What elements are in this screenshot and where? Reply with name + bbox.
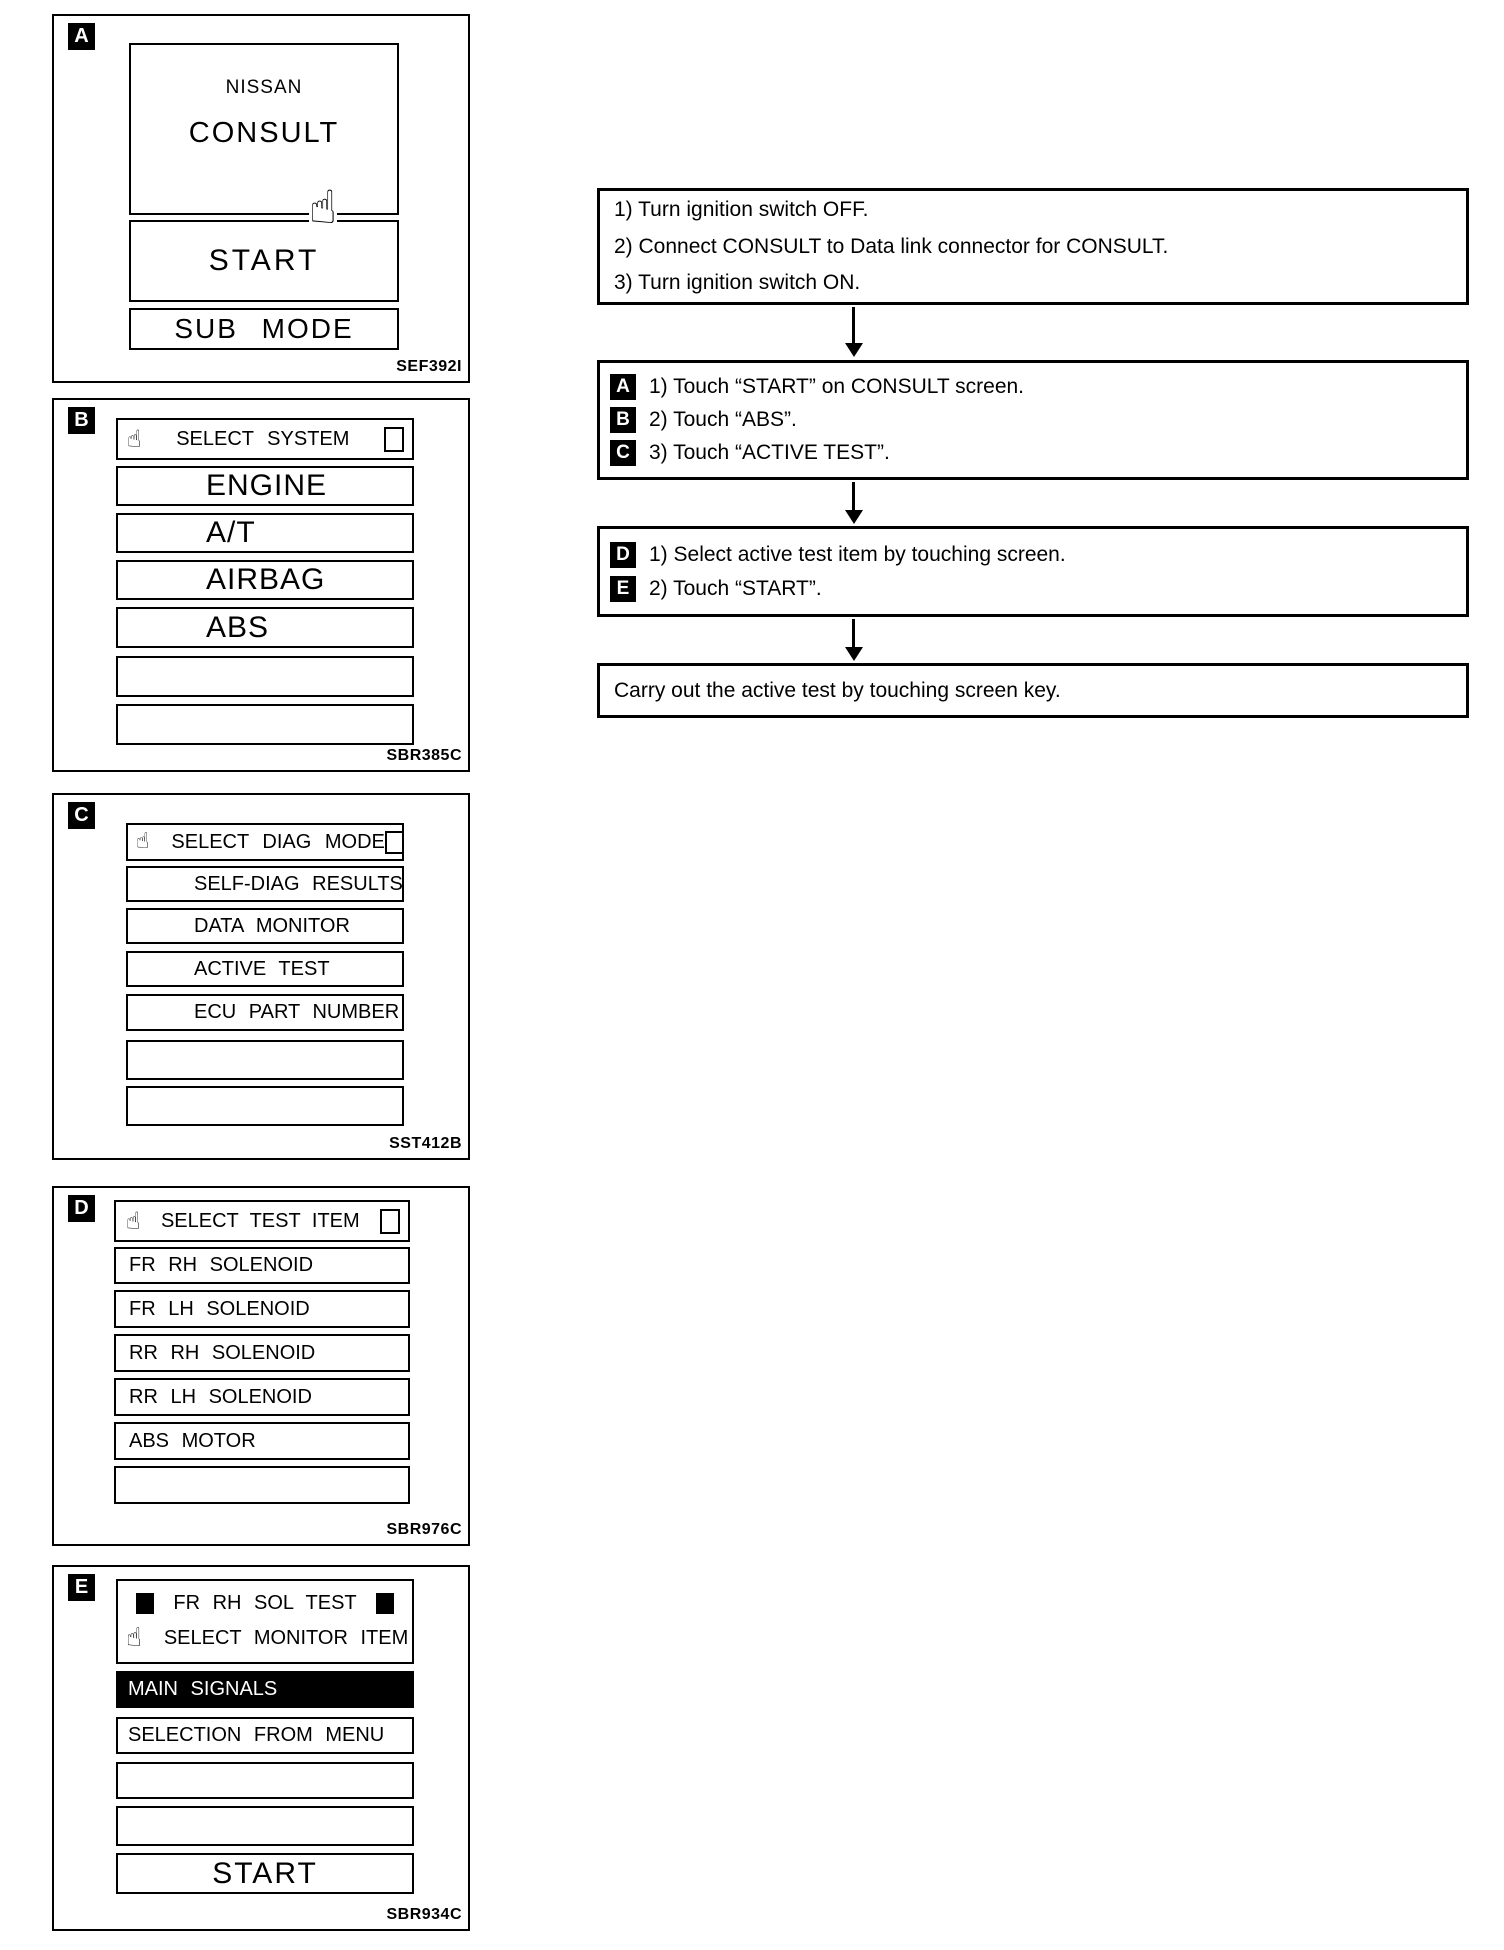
monitor-item-button-empty[interactable] <box>116 1762 414 1799</box>
flow-step-connect-line-1: 1) Turn ignition switch OFF. <box>614 198 869 222</box>
test-item-button-rr-lh[interactable] <box>114 1378 410 1416</box>
flow-step-row <box>610 374 1466 400</box>
figure-code-a: SEF392I <box>396 358 462 375</box>
flow-step-row <box>610 542 1466 568</box>
flow-step-text: 3) Touch “ACTIVE TEST”. <box>649 441 890 464</box>
flow-step-select-test <box>597 526 1469 617</box>
hand-pointer-icon: ☝ <box>127 425 142 453</box>
diag-mode-button-label: ECU PART NUMBER <box>194 1001 400 1023</box>
select-system-title-bar <box>116 418 414 460</box>
test-item-button-label: RR LH SOLENOID <box>129 1385 312 1408</box>
start-button-label: START <box>208 244 320 277</box>
system-button-empty[interactable] <box>116 704 414 745</box>
diag-mode-button-ecu-part-number[interactable] <box>126 994 404 1031</box>
flow-step-text: 2) Touch “ABS”. <box>649 408 797 431</box>
flow-step-text: 2) Touch “START”. <box>649 576 822 600</box>
panel-b-ref-label: B <box>68 407 95 434</box>
system-button-abs[interactable] <box>116 607 414 648</box>
system-button-empty[interactable] <box>116 656 414 697</box>
system-button-airbag[interactable] <box>116 560 414 600</box>
diag-mode-button-active-test[interactable] <box>126 951 404 987</box>
system-button-label: ENGINE <box>206 469 328 502</box>
panel-ref-badge-a: A <box>610 374 636 400</box>
diag-mode-button-empty[interactable] <box>126 1086 404 1126</box>
flow-step-row <box>610 440 1466 466</box>
black-square-icon <box>136 1593 154 1614</box>
panel-d-ref-label: D <box>68 1195 95 1222</box>
test-item-button-empty[interactable] <box>114 1466 410 1504</box>
monitor-item-button-empty[interactable] <box>116 1806 414 1846</box>
flow-arrow-down <box>852 482 855 511</box>
flow-step-carry-out <box>597 663 1469 718</box>
test-item-button-fr-rh[interactable] <box>114 1247 410 1284</box>
monitor-item-button-main-signals[interactable] <box>116 1671 414 1708</box>
figure-code-b: SBR385C <box>386 747 462 764</box>
start-test-button[interactable] <box>116 1853 414 1894</box>
panel-ref-badge-c: C <box>610 440 636 466</box>
figure-code-d: SBR976C <box>386 1521 462 1538</box>
consult-logo-screen <box>129 43 399 215</box>
system-button-engine[interactable] <box>116 466 414 506</box>
flow-step-carry-out-text: Carry out the active test by touching screen key. <box>614 678 1061 702</box>
hand-pointer-icon: ☝ <box>136 829 150 854</box>
select-test-item-title-bar <box>114 1200 410 1242</box>
figure-code-c: SST412B <box>389 1135 462 1152</box>
test-item-button-label: ABS MOTOR <box>129 1429 256 1452</box>
page-icon <box>385 831 404 854</box>
test-item-button-label: FR RH SOLENOID <box>129 1254 314 1276</box>
select-monitor-item-title: SELECT MONITOR ITEM <box>163 1626 409 1649</box>
hand-pointer-icon: ☝ <box>309 180 338 234</box>
flow-step-text: 1) Select active test item by touching screen. <box>649 542 1066 566</box>
test-item-button-abs-motor[interactable] <box>114 1422 410 1460</box>
panel-c-ref-label: C <box>68 802 95 829</box>
diag-mode-button-label: DATA MONITOR <box>194 914 350 937</box>
start-test-button-label: START <box>212 1856 318 1890</box>
panel-a <box>52 14 470 383</box>
test-item-button-rr-rh[interactable] <box>114 1334 410 1372</box>
monitor-item-button-label: MAIN SIGNALS <box>128 1678 278 1700</box>
sub-mode-button[interactable] <box>129 308 399 350</box>
nissan-brand-text: NISSAN <box>225 77 303 98</box>
sub-mode-button-label: SUB MODE <box>174 313 354 344</box>
diag-mode-button-label: ACTIVE TEST <box>194 957 330 980</box>
flow-arrow-down <box>852 307 855 344</box>
panel-ref-badge-d: D <box>610 542 636 568</box>
flow-step-row <box>610 407 1466 433</box>
system-button-at[interactable] <box>116 513 414 553</box>
flow-step-connect-line-2: 2) Connect CONSULT to Data link connector for CONSULT. <box>614 234 1169 258</box>
panel-ref-badge-b: B <box>610 407 636 433</box>
flow-step-connect <box>597 188 1469 305</box>
flow-step-text: 1) Touch “START” on CONSULT screen. <box>649 375 1025 398</box>
panel-e <box>52 1565 470 1931</box>
hand-pointer-icon: ☝ <box>126 1623 142 1653</box>
flow-step-row <box>610 576 1466 602</box>
flow-arrow-down <box>852 619 855 648</box>
select-system-title: SELECT SYSTEM <box>176 427 350 450</box>
page-icon <box>380 1209 400 1234</box>
system-button-label: ABS <box>206 610 270 644</box>
diag-mode-button-label: SELF-DIAG RESULTS <box>194 872 403 895</box>
panel-c <box>52 793 470 1160</box>
panel-b <box>52 398 470 772</box>
panel-a-ref-label: A <box>68 23 95 50</box>
hand-pointer-icon: ☝ <box>126 1207 141 1235</box>
panel-d <box>52 1186 470 1546</box>
black-square-icon <box>376 1593 394 1614</box>
flow-step-select-mode <box>597 360 1469 480</box>
flow-step-connect-line-3: 3) Turn ignition switch ON. <box>614 271 861 295</box>
panel-ref-badge-e: E <box>610 576 636 602</box>
diag-mode-button-self-diag[interactable] <box>126 866 404 902</box>
select-test-item-title: SELECT TEST ITEM <box>160 1209 360 1232</box>
diag-mode-button-empty[interactable] <box>126 1040 404 1080</box>
system-button-label: AIRBAG <box>206 563 326 596</box>
page-icon <box>384 427 404 452</box>
select-diag-mode-title-bar <box>126 823 404 861</box>
test-item-button-label: RR RH SOLENOID <box>129 1341 316 1364</box>
monitor-item-button-selection-from-menu[interactable] <box>116 1717 414 1754</box>
test-item-button-label: FR LH SOLENOID <box>129 1297 310 1320</box>
test-item-button-fr-lh[interactable] <box>114 1290 410 1328</box>
select-diag-mode-title: SELECT DIAG MODE <box>171 830 385 853</box>
panel-e-ref-label: E <box>68 1574 95 1601</box>
test-title: FR RH SOL TEST <box>173 1592 357 1614</box>
monitor-item-header <box>116 1579 414 1664</box>
monitor-item-button-label: SELECTION FROM MENU <box>128 1724 385 1746</box>
figure-code-e: SBR934C <box>386 1906 462 1923</box>
system-button-label: A/T <box>206 516 256 549</box>
consult-title-text: CONSULT <box>188 117 340 149</box>
start-button[interactable] <box>129 220 399 302</box>
diag-mode-button-data-monitor[interactable] <box>126 908 404 944</box>
